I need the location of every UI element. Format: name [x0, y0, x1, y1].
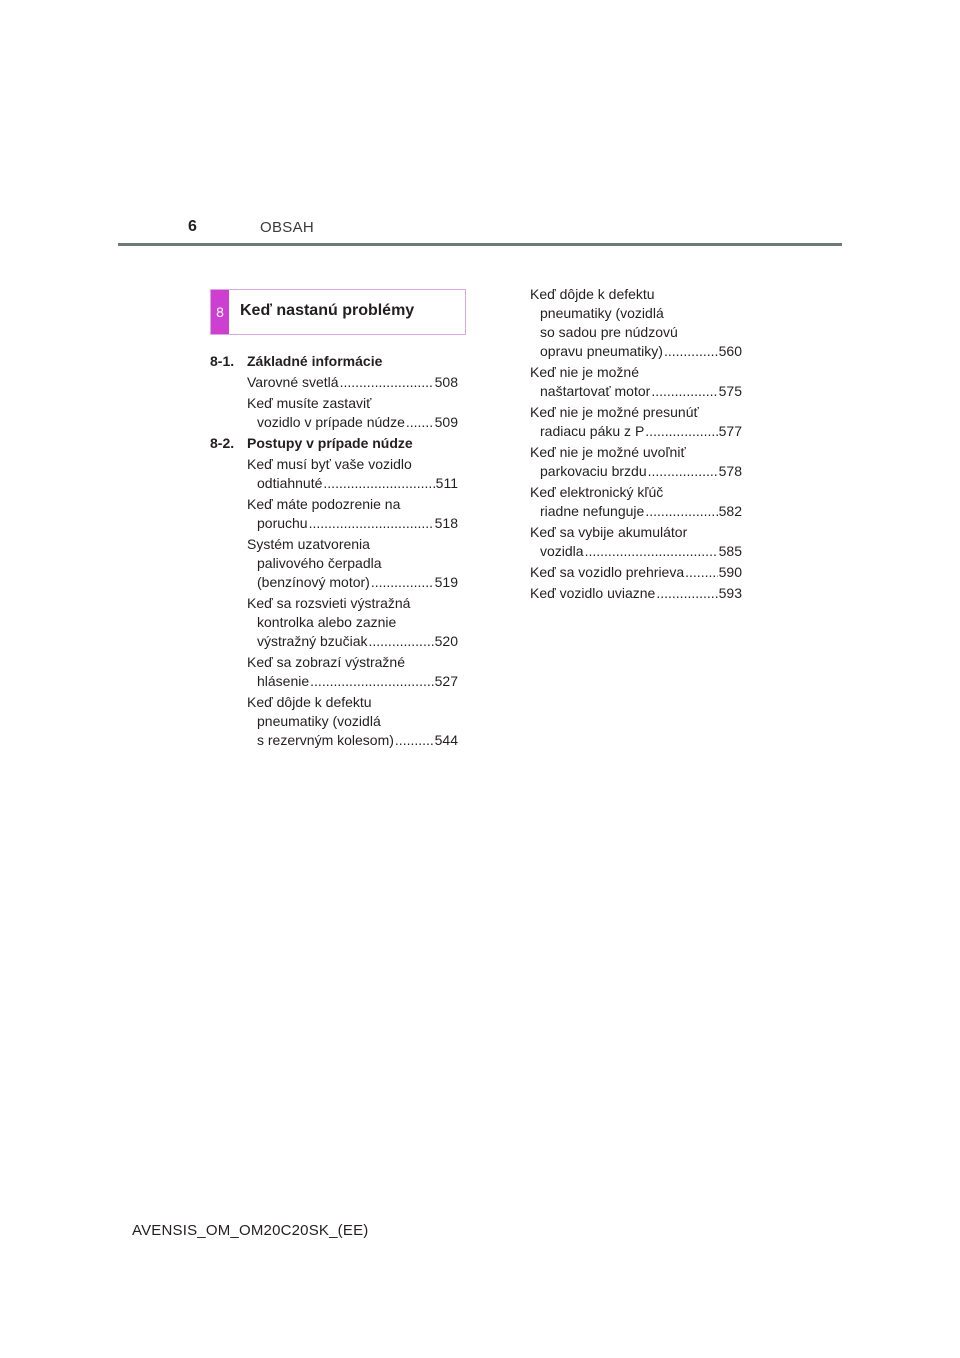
toc-entry-line: [530, 523, 742, 542]
toc-page-number: 590: [718, 564, 742, 580]
toc-entry-line: [530, 542, 742, 561]
toc-entry[interactable]: [210, 594, 458, 651]
toc-entry-text: radiacu páku z P: [540, 423, 645, 439]
toc-entry-text: Varovné svetlá: [247, 374, 339, 390]
toc-entry[interactable]: [210, 693, 458, 750]
toc-entry-line: [530, 563, 742, 582]
toc-entry-text: Systém uzatvorenia: [247, 536, 370, 552]
toc-entry[interactable]: [530, 563, 742, 582]
toc-entry-line: [247, 514, 458, 533]
toc-page-number: 527: [434, 673, 458, 689]
toc-entry-text: vozidla: [540, 543, 584, 559]
toc-subsection-number: 8-2.: [210, 435, 235, 451]
toc-page-number: 520: [434, 633, 458, 649]
page-number: 6: [188, 218, 197, 235]
toc-entry-line: [247, 535, 458, 554]
toc-leader-dots: [340, 373, 434, 392]
toc-entry-line: [530, 363, 742, 382]
toc-entry-line: [530, 285, 742, 304]
toc-entry-line: [247, 672, 458, 691]
toc-entry[interactable]: [530, 483, 742, 521]
toc-entry[interactable]: [530, 285, 742, 361]
toc-page-number: 508: [434, 374, 458, 390]
toc-page-number: 518: [434, 515, 458, 531]
toc-subsection-heading[interactable]: [210, 434, 458, 453]
toc-entry-line: [530, 422, 742, 441]
toc-entry-text: odtiahnuté: [257, 475, 323, 491]
toc-entry[interactable]: [530, 584, 742, 603]
toc-page-number: 585: [718, 543, 742, 559]
toc-leader-dots: [310, 672, 433, 691]
toc-entry-text: riadne nefunguje: [540, 503, 645, 519]
right-column: [530, 285, 742, 605]
toc-entry-text: Keď máte podozrenie na: [247, 496, 401, 512]
toc-entry-line: [247, 394, 458, 413]
toc-leader-dots: [651, 382, 717, 401]
toc-page-number: 593: [718, 585, 742, 601]
toc-entry-text: opravu pneumatiky): [540, 343, 663, 359]
toc-leader-dots: [371, 573, 434, 592]
toc-subsection-title: Postupy v prípade núdze: [247, 435, 413, 451]
toc-entry[interactable]: [530, 363, 742, 401]
toc-entry[interactable]: [210, 535, 458, 592]
toc-entry[interactable]: [210, 653, 458, 691]
toc-entry-text: Keď vozidlo uviazne: [530, 585, 656, 601]
toc-leader-dots: [309, 514, 434, 533]
toc-entry-text: Keď musí byť vaše vozidlo: [247, 456, 412, 472]
toc-entry-text: pneumatiky (vozidlá: [540, 305, 664, 321]
toc-entry-text: s rezervným kolesom): [257, 732, 394, 748]
toc-entry-line: [247, 693, 458, 712]
toc-entry-text: so sadou pre núdzovú: [540, 324, 678, 340]
toc-entry-line: [247, 731, 458, 750]
toc-entry[interactable]: [530, 523, 742, 561]
toc-entry-line: [530, 502, 742, 521]
toc-page-number: 511: [435, 475, 458, 491]
toc-entry-line: [530, 304, 742, 323]
footer-document-code: AVENSIS_OM_OM20C20SK_(EE): [132, 1222, 369, 1239]
toc-leader-dots: [685, 563, 718, 582]
toc-leader-dots: [368, 632, 433, 651]
toc-entry-line: [530, 483, 742, 502]
toc-entry-text: pneumatiky (vozidlá: [257, 713, 381, 729]
toc-page-number: 560: [718, 343, 742, 359]
toc-entry-line: [530, 462, 742, 481]
toc-entry[interactable]: [210, 455, 458, 493]
toc-entry-text: Keď elektronický kľúč: [530, 484, 664, 500]
toc-entry-line: [247, 373, 458, 392]
toc-page-number: 519: [434, 574, 458, 590]
chapter-box: [210, 289, 466, 335]
toc-entry-text: parkovaciu brzdu: [540, 463, 647, 479]
toc-entry-line: [247, 573, 458, 592]
toc-entry-text: Keď nie je možné uvoľniť: [530, 444, 686, 460]
toc-entry-text: Keď nie je možné presunúť: [530, 404, 699, 420]
toc-leader-dots: [645, 502, 717, 521]
toc-subsection-number: 8-1.: [210, 353, 235, 369]
toc-entry-text: Keď sa vozidlo prehrieva: [530, 564, 685, 580]
toc-entry-line: [247, 613, 458, 632]
toc-entry-line: [247, 554, 458, 573]
toc-entry-line: [530, 323, 742, 342]
toc-entry-line: [530, 443, 742, 462]
toc-subsection-title: Základné informácie: [247, 353, 383, 369]
toc-entry-line: [247, 653, 458, 672]
toc-page-number: 575: [718, 383, 742, 399]
toc-entry-text: výstražný bzučiak: [257, 633, 368, 649]
toc-entry[interactable]: [530, 443, 742, 481]
header-rule: [118, 243, 842, 246]
toc-entry-line: [530, 584, 742, 603]
toc-entry-text: vozidlo v prípade núdze: [257, 414, 405, 430]
toc-entry-text: Keď musíte zastaviť: [247, 395, 372, 411]
toc-entry[interactable]: [210, 394, 458, 432]
toc-entry-text: hlásenie: [257, 673, 310, 689]
toc-entry[interactable]: [210, 373, 458, 392]
chapter-number-tab: 8: [211, 290, 229, 334]
toc-entry-line: [247, 594, 458, 613]
toc-entry-text: naštartovať motor: [540, 383, 651, 399]
toc-entry-text: Keď sa rozsvieti výstražná: [247, 595, 411, 611]
toc-subsection-heading[interactable]: [210, 352, 458, 371]
toc-entry-text: palivového čerpadla: [257, 555, 382, 571]
toc-entry-text: poruchu: [257, 515, 308, 531]
toc-entry-text: Keď sa zobrazí výstražné: [247, 654, 406, 670]
toc-entry-text: Keď dôjde k defektu: [530, 286, 655, 302]
toc-page-number: 544: [434, 732, 458, 748]
toc-entry-line: [247, 712, 458, 731]
toc-page-number: 509: [434, 414, 458, 430]
toc-leader-dots: [645, 422, 717, 441]
toc-page-number: 582: [718, 503, 742, 519]
toc-entry-line: [247, 632, 458, 651]
toc-entry[interactable]: [210, 495, 458, 533]
toc-leader-dots: [664, 342, 718, 361]
toc-entry-text: Keď sa vybije akumulátor: [530, 524, 688, 540]
toc-entry-line: [247, 495, 458, 514]
toc-entry[interactable]: [530, 403, 742, 441]
toc-entry-line: [530, 403, 742, 422]
toc-leader-dots: [323, 474, 434, 493]
toc-leader-dots: [656, 584, 717, 603]
toc-entry-text: kontrolka alebo zaznie: [257, 614, 397, 630]
toc-leader-dots: [648, 462, 718, 481]
toc-entry-text: Keď nie je možné: [530, 364, 639, 380]
toc-page-number: 578: [718, 463, 742, 479]
toc-leader-dots: [395, 731, 434, 750]
section-title: OBSAH: [260, 219, 315, 236]
toc-page-number: 577: [718, 423, 742, 439]
chapter-title: Keď nastanú problémy: [240, 302, 415, 319]
toc-entry-line: [530, 382, 742, 401]
toc-leader-dots: [585, 542, 718, 561]
toc-entry-text: Keď dôjde k defektu: [247, 694, 372, 710]
toc-leader-dots: [406, 413, 434, 432]
toc-entry-line: [247, 413, 458, 432]
toc-entry-line: [247, 455, 458, 474]
left-column: [210, 352, 458, 752]
toc-entry-line: [247, 474, 458, 493]
toc-entry-text: (benzínový motor): [257, 574, 370, 590]
toc-entry-line: [530, 342, 742, 361]
